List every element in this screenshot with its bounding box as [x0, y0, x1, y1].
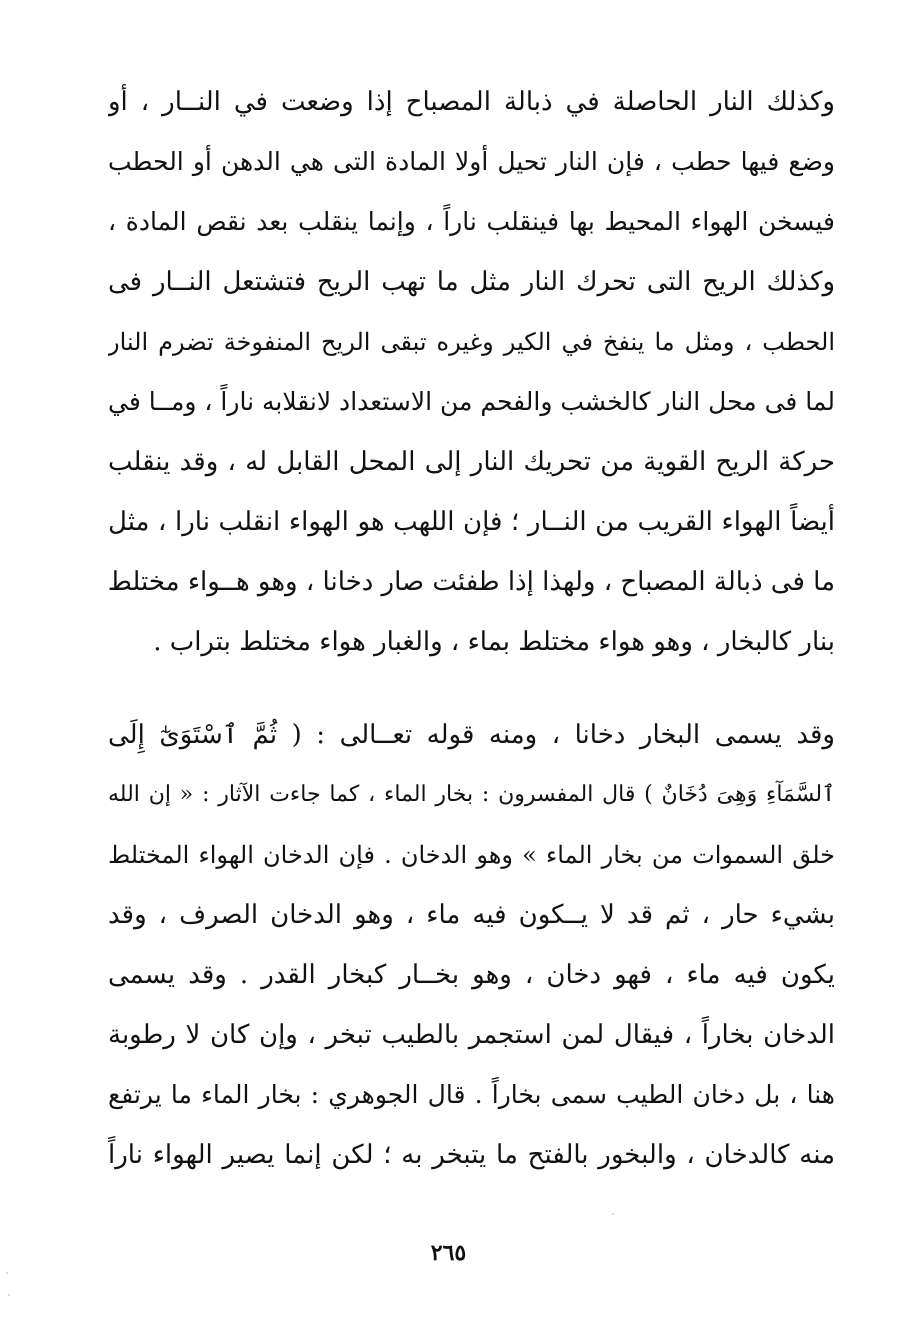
text-line: لما فى محل النار كالخشب والفحم من الاستعداد لانقلابه ناراً ، ومــا في: [108, 387, 835, 416]
text-line: بشيء حار ، ثم قد لا يــكون فيه ماء ، وهو الدخان الصرف ، وقد: [108, 900, 835, 930]
scan-speck: [6, 1272, 8, 1274]
scan-speck: [612, 1213, 614, 1215]
paragraph-fire-and-wind: [108, 72, 835, 672]
scan-speck: [8, 1294, 10, 1296]
text-line: هنا ، بل دخان الطيب سمى بخاراً . قال الجوهري : بخار الماء ما يرتفع: [108, 1080, 835, 1109]
text-line: أيضاً الهواء القريب من النــار ؛ فإن اللهب هو الهواء انقلب نارا ، مثل: [108, 507, 835, 537]
text-line: حركة الريح القوية من تحريك النار إلى المحل القابل له ، وقد ينقلب: [108, 447, 835, 477]
text-line: وكذلك النار الحاصلة في ذبالة المصباح إذا وضعت في النــار ، أو: [108, 87, 835, 117]
text-line: ٱلسَّمَآءِ وَهِىَ دُخَانٌ ) قال المفسرون : بخار الماء ، كما جاءت الآثار : « إن الله: [108, 782, 835, 807]
text-line: وكذلك الريح التى تحرك النار مثل ما تهب الريح فتشتعل النــار فى: [108, 267, 835, 297]
text-line: منه كالدخان ، والبخور بالفتح ما يتبخر به ؛ لكن إنما يصير الهواء ناراً: [108, 1140, 835, 1170]
text-line: بنار كالبخار ، وهو هواء مختلط بماء ، والغبار هواء مختلط بتراب .: [153, 627, 835, 657]
text-line: الحطب ، ومثل ما ينفخ في الكير وغيره تبقى الريح المنفوخة تضرم النار: [108, 328, 835, 356]
paragraph-steam-and-smoke: [108, 705, 835, 1185]
text-line: وضع فيها حطب ، فإن النار تحيل أولا المادة التى هي الدهن أو الحطب: [108, 147, 835, 176]
page-number: ٢٦٥: [430, 1240, 467, 1266]
text-line: خلق السموات من بخار الماء » وهو الدخان . فإن الدخان الهواء المختلط: [108, 841, 835, 869]
text-line: فيسخن الهواء المحيط بها فينقلب ناراً ، وإنما ينقلب بعد نقص المادة ،: [108, 207, 835, 236]
text-line: ما فى ذبالة المصباح ، ولهذا إذا طفئت صار دخانا ، وهو هــواء مختلط: [108, 567, 835, 597]
text-line: يكون فيه ماء ، فهو دخان ، وهو بخــار كبخار القدر . وقد يسمى: [108, 960, 835, 990]
text-line: وقد يسمى البخار دخانا ، ومنه قوله تعــالى : ( ثُمَّ ٱسْتَوَىٰٓ إِلَى: [108, 720, 835, 750]
text-line: الدخان بخاراً ، فيقال لمن استجمر بالطيب تبخر ، وإن كان لا رطوبة: [108, 1020, 835, 1050]
